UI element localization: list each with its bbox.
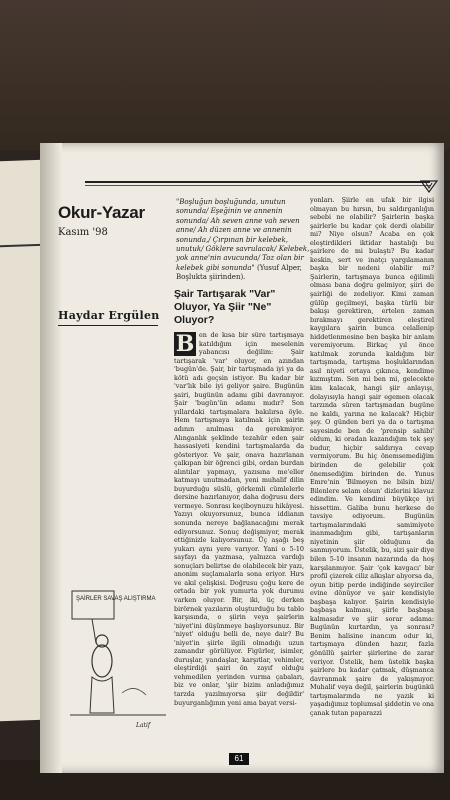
cartoon-illustration xyxy=(62,583,174,733)
epigraph-attribution: (Yusuf Alper, Boşlukta şiirinden). xyxy=(176,263,302,282)
magazine-page xyxy=(40,143,444,773)
body-right-text: yonları. Şiirle en ufak bir ilgisi olmayan bu hırsın, bu saldırganlığın sebebi ne olabilir? Şairlerin başka şairlerle bu kadar çok derdi olabilir mi? Niye olsun? Acaba en çok eleştirdikleri iktidar hastalığı bu şairlere de mi bulaştı? Bu kadar keskin, sert ve inatçı yargılamanın başka bir nedeni olabilir mi? Şairlerin, tartışmaya bunca eğilimli olması bana doğru gelmiyor, şiiri de şairliği de zedeliyor. Kimi zaman gülüp geçilmeyi, başka türlü bir bakışı gerektiren, ertelen zaman bırakmayı gerektiren eleştirel kaygılara şairin bunca celallenip hiddetlenmesine ben başka bir anlam veremiyorum. Birkaç yıl önce katılmak zorunda kaldığım bir tartışmada, tartışma boşluklarından asıl niyeti ortaya çıkınca, kendime kızmıştım. Sen mi ben mi, gelecekte kim kalacak, hangi şiir anlayışı, dolayısıyla hangi şair egemen olacak tarzında süren tartışmadan bugüne ne kaldı, yarına ne kalacak? Hiçbir şey. O günden beri ya da o tartışma sayesinde ben de 'prensip sahibi' oldum, ki oradan kazandığım tek şey budur, hiçbir saldırıya cevap vermiyorum. Bu hiç önemsemediğim birinden de gelebilir çok önemsediğim birinden de. Yunus Emre'nin 'Bilmeyen ne bilsin bizi/ Bilenlere selam olsun' dizlerini klavuz edindim. Ve kendimi büyükçe iyi hissettim. Galiba bunu herkese de tavsiye ediyorum. Bugünün tartışmalarındaki samimiyete inanmadığım gibi, tartışanların niyetinin şiir olduğunu da sanmıyorum. Üstelik, bu, sizi şair diye bilen 5-10 insanın nazarında da hoş karşılanmıyor. Şair 'çok kavgacı' bir profil çizerek ciliz alkışlar alıyorsa da, oyun bitip perde indiğinde seyirciler evine dönüyor ve şair kendisiyle başbaşa kalıyor. Şairin kendisiyle başbaşa kalması, şiirle başbaşa kalmasıdır ve şiir sorar adama: Bugünün kurtardın, ya sonrası? Benim halisine inancım odur ki, tartışmaya dünden hazır, fazla gönüllü şairler şiirlerine de zarar veriyor. Üstelik, hem üstelik başka şairlere bu kadar çatmak, düşmanca davranmak şaire de yakışmıyor. Muhalif veya değil, şairlerin bugünkü tartışmalarında ne yazık ki yaşadığımız toplumsal şiddetin ve ona çanak tutan paparazzi xyxy=(310,196,434,717)
background-desk xyxy=(0,0,450,150)
epigraph xyxy=(176,198,310,283)
drop-cap: B xyxy=(175,331,195,357)
cartoon-caption: ŞAİRLER SAVAŞ ALIŞTIRMA xyxy=(76,596,156,602)
body-column-right xyxy=(310,196,434,741)
author-name: Haydar Ergülen xyxy=(58,309,160,322)
cartoon-signature: Latif xyxy=(136,722,151,729)
article-title: Şair Tartışarak "Var" Oluyor, Ya Şiir "Ne" Oluyor? xyxy=(174,288,276,326)
issue-date: Kasım '98 xyxy=(58,227,108,238)
corner-logo-icon xyxy=(420,177,438,193)
epigraph-text: "Boşluğun boşluğunda, unutun sonunda/ Eşeğinin ve annenin sonunda/ Ah seven anne vah seven anne/ Ah düzen anne ve annenin sonunda,/ Çırpınan bir kelebek, unutuk/ Göklere savrulacak/ Kelebek, yok anne'nin avucunda/ Toz olan bir kelebek gibi sonunda" xyxy=(176,198,310,272)
header-rule xyxy=(85,181,430,183)
header-rule-thin xyxy=(85,185,430,186)
section-title: Okur-Yazar xyxy=(58,203,145,222)
body-middle-text: en de kısa bir süre tartışmaya katıldığım için meselenin yabancısı değilim: Şair tartışarak 'var' oluyor, en azından 'bugün'de. Şair, bir tartışmada iyi ya da kötü adı geçsin istiyor. Bu kadar bir 'var'lık bile iyi geliyor şaire. Bugünün şairi, bugünün adamı gibi davranıyor. Şair 'bugün'ün adamı mıdır? Son yıllardaki tartışmalara bakılırsa öyle. Hem tartışmaya katılmak için şairin adının anılması da gerekmiyor. Alınganlık şeklinde tezahür eden şair hassasiyeti kendini tartışmalarda da gösteriyor. Ve şair, onava hazırlanan çalkıpan bir öğrenci gibi, ordan burdan alıntılar yapmayı, yazısına me'eller katmayı unutmadan, yeni muhalif dilin buyurduğu süslü, görkemli cümlelerle dersine hazırlanıyor, daha doğrusu ders vermeye. Sonrası keçiboynuzu hikâyesi. Yazıyı okuyorsunuz, bunca iddianın sonunda nereye bağlanacağını merak ediyorsunuz. Sonuç değişmiyor, merak ettiğinizle kalıyorsunuz. Üç aşağı beş yukarı aynı yere varıyor. Yani o 5-10 sayfayı da yazmasa, yalnızca vardığı sonuçları belirtse de olabilecek bir yazı, anonim suçlamalarla sona eriyor. Hırs ve akıl çelişkisi. Doğrusu çoğu kere de ortada bir yok yumurta yok durumu varken oluyor. Bir, iki, üç derken birörnek yazıların oluşturduğu bu tablo karşısında, o şiirin veya şairlerin 'niyet'ini düşünmeye başlıyorsunuz. Bir 'niyet' olduğu belli de, neye dair? Bu 'niyet'in şiirle ilgili olmadığı uzun zamandır görülüyor. Figürler, isimler, duruşlar, yandaşlar, karşıtlar, vehimler, eleştirdiği şairi ön zayıf olduğu vehmedilen yerinden vurma çabaları, biz ve onlar, 'şiir bizim anladığımız tarzda yazılmıyorsa şiir değildir' buyurganlığının yeni ama bayat versi- xyxy=(174,331,304,707)
page-number: 61 xyxy=(229,753,249,765)
author-underline xyxy=(58,325,158,326)
body-column-middle xyxy=(174,331,304,739)
